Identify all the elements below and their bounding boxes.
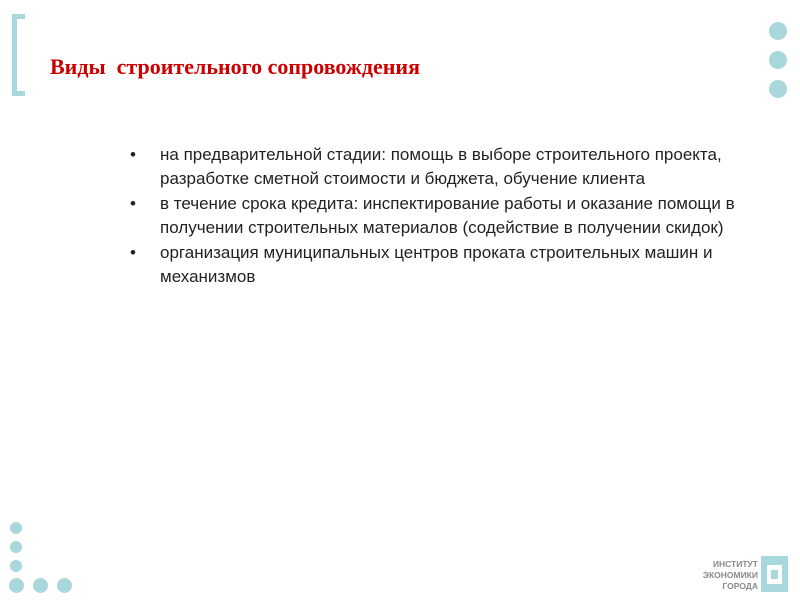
institute-logo — [703, 556, 788, 592]
decorative-dot — [769, 22, 787, 40]
list-item-text: в течение срока кредита: инспектирование работы и оказание помощи в получении строительных материалов (содействие в получении скидок) — [160, 194, 735, 237]
decorative-dot — [10, 560, 22, 572]
decorative-dot — [769, 51, 787, 69]
decorative-dot — [10, 522, 22, 534]
list-item-text: организация муниципальных центров проката строительных машин и механизмов — [160, 243, 713, 286]
list-item — [125, 143, 755, 190]
decorative-dot — [10, 541, 22, 553]
logo-line: ГОРОДА — [722, 581, 758, 591]
bullet-marker: • — [130, 194, 136, 213]
logo-text — [703, 559, 758, 592]
list-item-text: на предварительной стадии: помощь в выборе строительного проекта, разработке сметной стоимости и бюджета, обучение клиента — [160, 145, 722, 188]
decorative-dot — [57, 578, 72, 593]
list-item — [125, 192, 755, 239]
decorative-dot — [33, 578, 48, 593]
bullet-marker: • — [130, 243, 136, 262]
logo-line: ЭКОНОМИКИ — [702, 570, 758, 580]
decorative-dot — [769, 80, 787, 98]
decorative-dot — [9, 578, 24, 593]
bullet-marker: • — [130, 145, 136, 164]
slide-title: Виды строительного сопровождения — [50, 54, 420, 79]
logo-mark-icon — [761, 556, 788, 592]
bullet-list — [125, 143, 755, 290]
logo-line: ИНСТИТУТ — [712, 559, 758, 569]
list-item — [125, 241, 755, 288]
decorative-bracket — [12, 14, 25, 96]
